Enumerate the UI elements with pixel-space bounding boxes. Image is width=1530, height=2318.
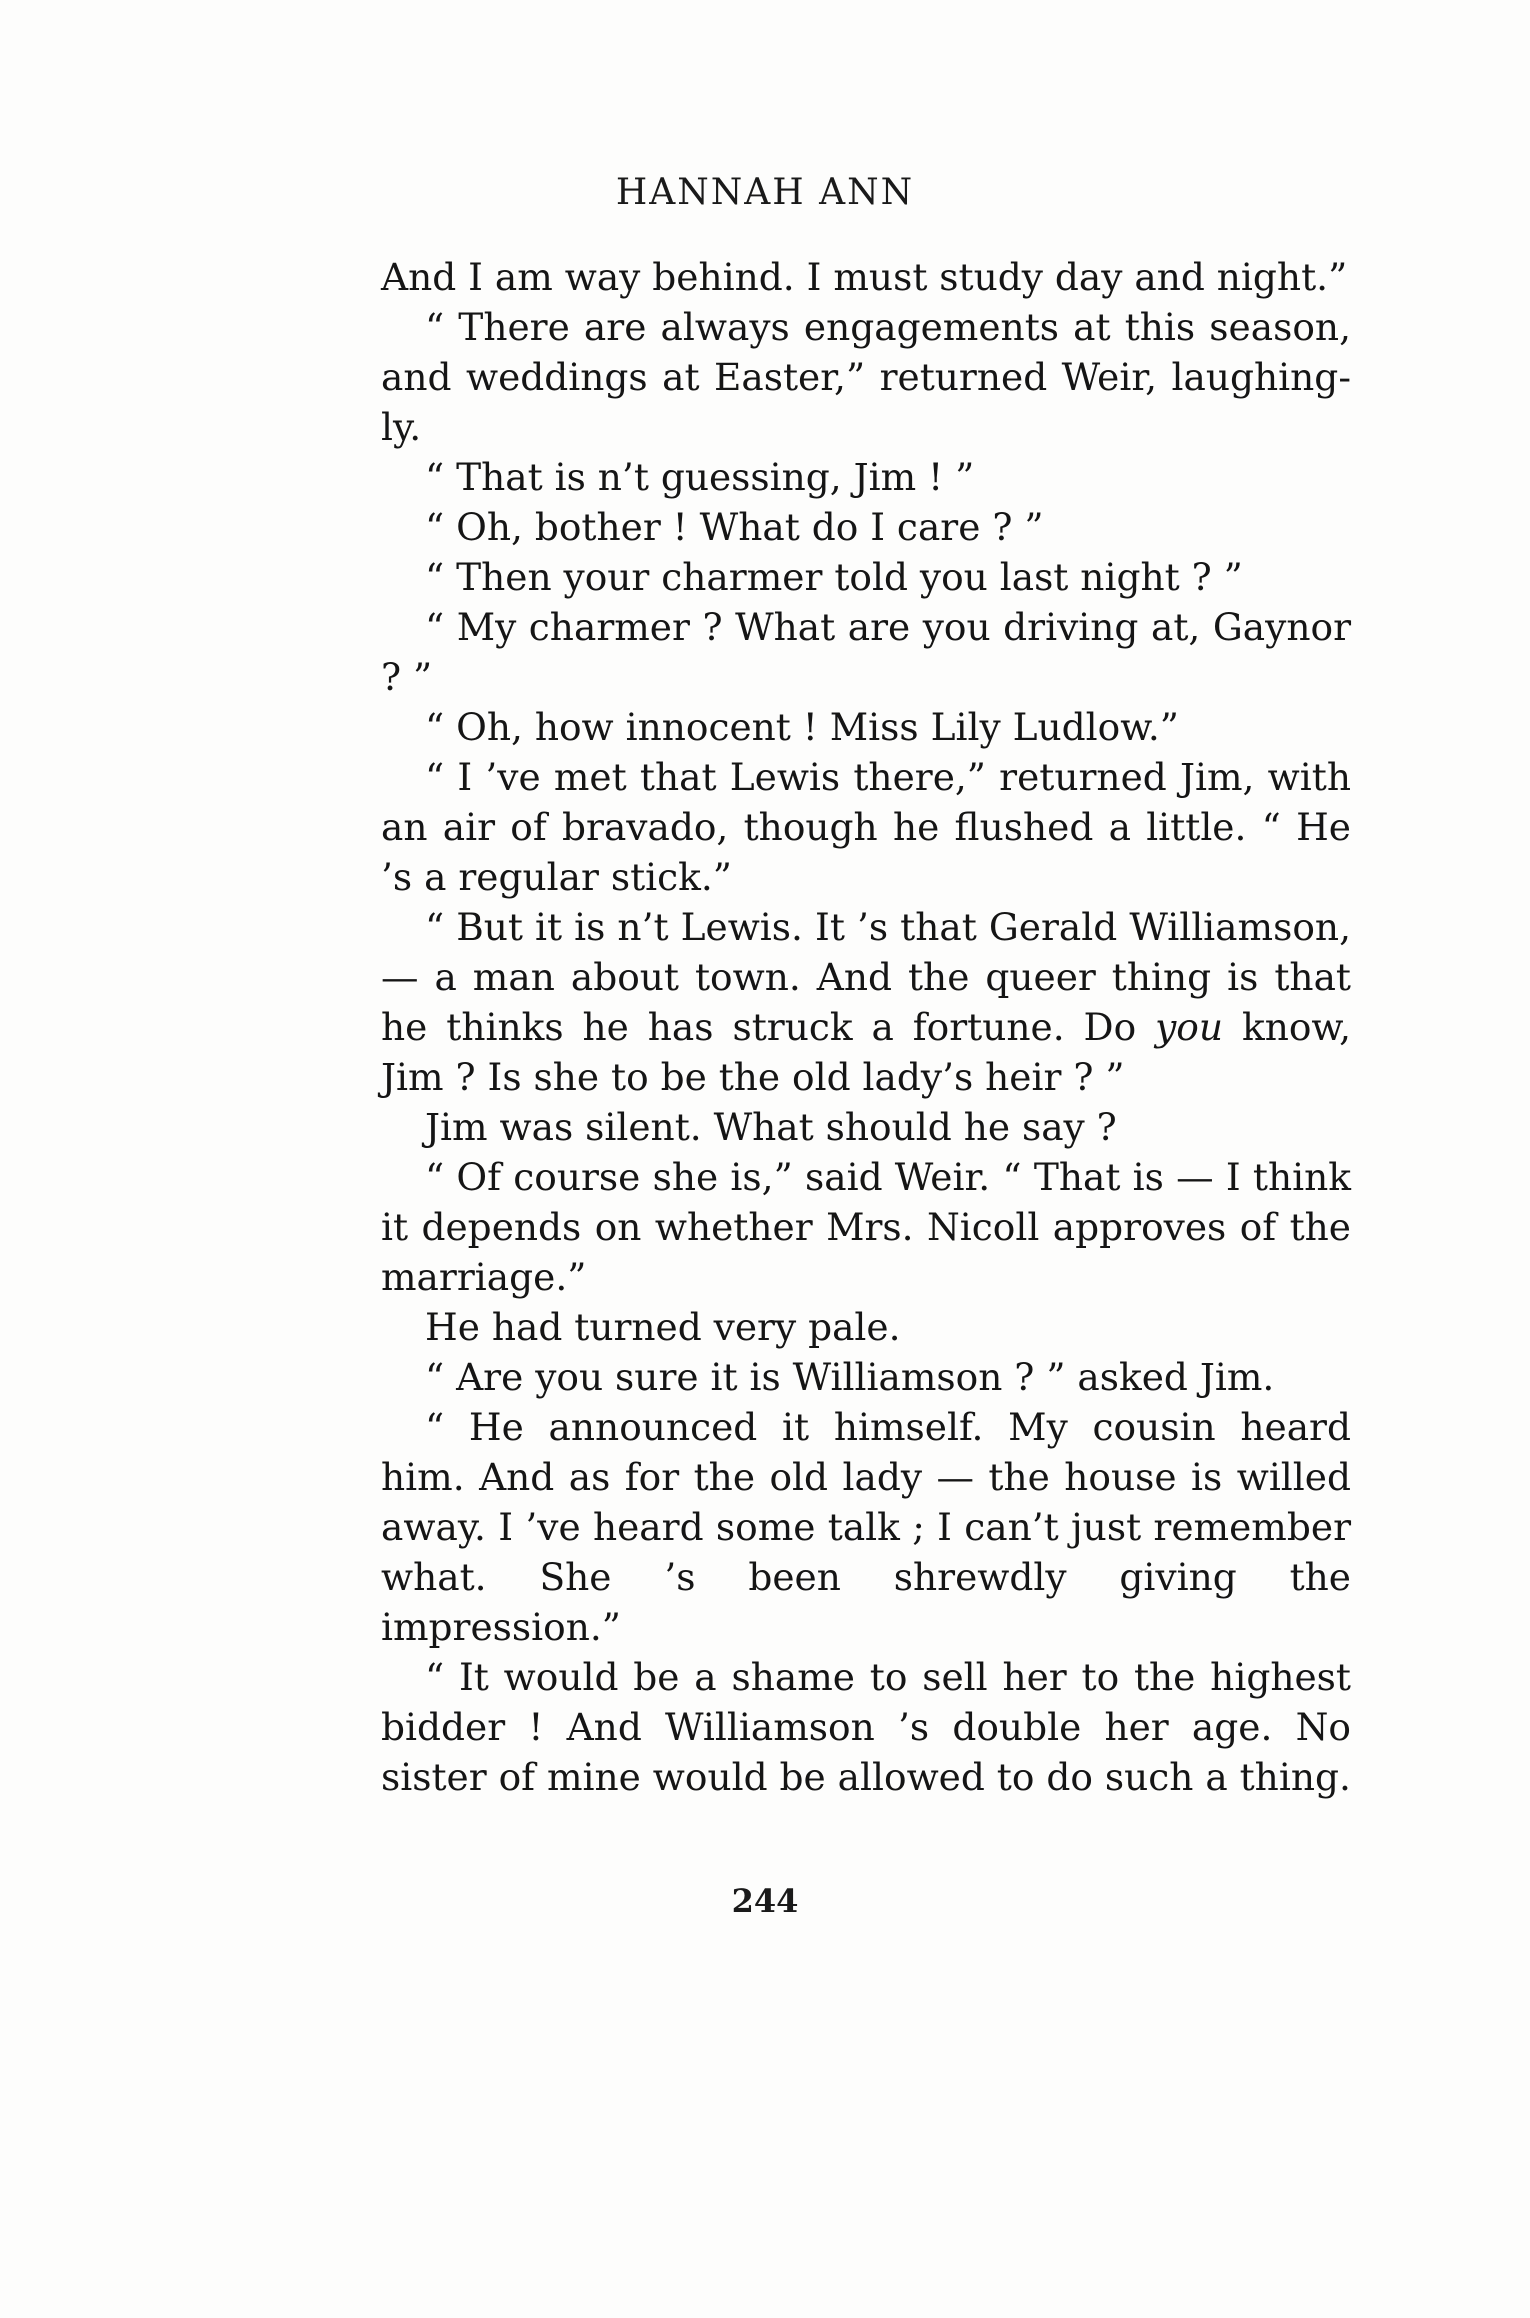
paragraph: “ Of course she is,” said Weir. “ That is — I think it depends on whether Mrs. Nicoll approves of the marriage.” — [381, 1155, 1351, 1299]
paragraph: “ Are you sure it is Williamson ? ” asked Jim. — [425, 1355, 1275, 1399]
page-number: 244 — [731, 1882, 799, 1920]
paragraph: “ There are always engagements at this season, and weddings at Easter,” returned Weir, laughingly. — [381, 305, 1351, 449]
paragraph: “ Oh, bother ! What do I care ? ” — [425, 505, 1044, 549]
paragraph: “ That is n’t guessing, Jim ! ” — [425, 455, 975, 499]
paragraph: “ He announced it himself. My cousin heard him. And as for the old lady — the house is willed away. I ’ve heard some talk ; I can’t just remember what. She ’s been shrewdly giving the impression.” — [381, 1405, 1351, 1649]
paragraph-text: “ But it is n’t Lewis. It ’s that Gerald Williamson, — a man about town. And the queer thing is that he thinks he has struck a fortune. Do — [381, 905, 1351, 1049]
paragraph — [381, 902, 1351, 1102]
paragraph: “ Then your charmer told you last night ? ” — [425, 555, 1243, 599]
paragraph: “ My charmer ? What are you driving at, Gaynor ? ” — [381, 605, 1351, 699]
paragraph: “ Oh, how innocent ! Miss Lily Ludlow.” — [425, 705, 1179, 749]
paragraph: “ I ’ve met that Lewis there,” returned Jim, with an air of bravado, though he flushed a little. “ He ’s a regular stick.” — [381, 755, 1351, 899]
running-head: HANNAH ANN — [615, 172, 915, 213]
paragraph: Jim was silent. What should he say ? — [425, 1105, 1117, 1149]
paragraph: And I am way behind. I must study day and night.” — [381, 255, 1348, 299]
body-text — [381, 252, 1351, 1802]
paragraph: He had turned very pale. — [425, 1305, 901, 1349]
paragraph: “ It would be a shame to sell her to the highest bidder ! And Williamson ’s double her age. No sister of mine would be allowed to do such a thing. — [381, 1655, 1351, 1799]
paragraph-text: know, Jim ? Is she to be the old lady’s heir ? ” — [381, 1005, 1351, 1099]
emphasized-word: you — [1155, 1005, 1224, 1049]
